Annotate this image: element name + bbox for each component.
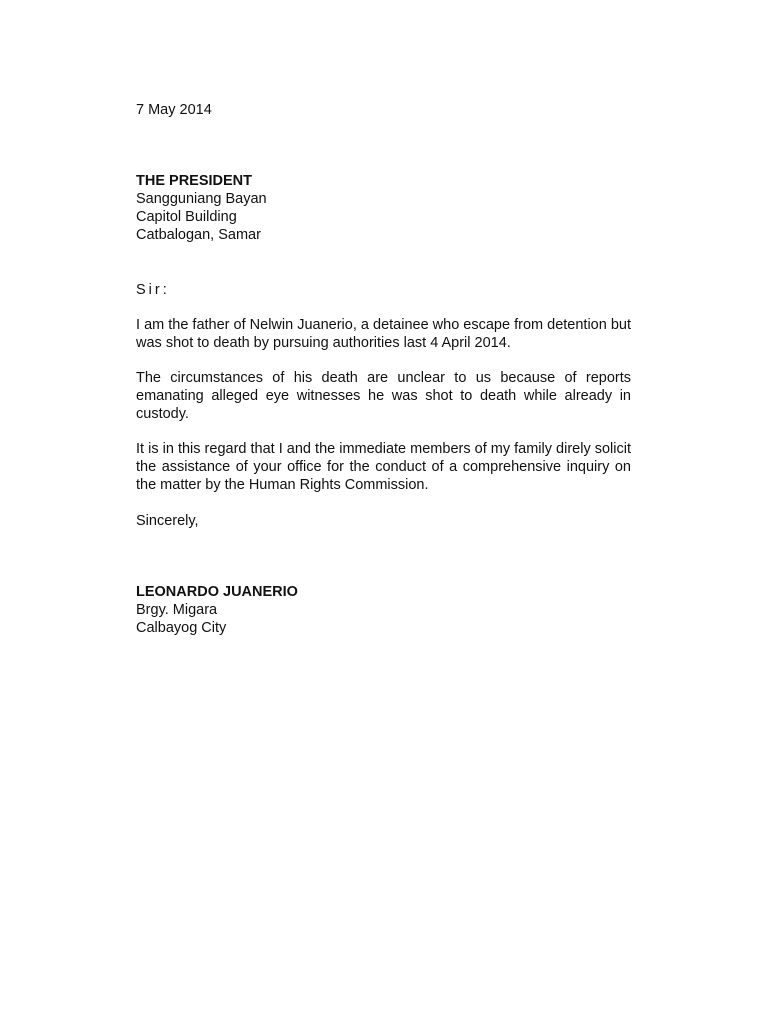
body-paragraph-text: The circumstances of his death are unclear to us because of reports emanating alleged eye witnesses he was shot to death while already in custody.	[136, 370, 631, 422]
body-paragraph-3	[136, 440, 631, 494]
body-paragraph-2	[136, 369, 631, 423]
recipient-address-line: Capitol Building	[136, 209, 237, 225]
salutation-block	[136, 281, 631, 299]
sender-block	[136, 583, 631, 637]
salutation: Sir:	[136, 282, 170, 298]
closing-block	[136, 512, 631, 530]
recipient-address-line: Catbalogan, Samar	[136, 227, 261, 243]
letter-date: 7 May 2014	[136, 102, 212, 118]
sender-address-line: Brgy. Migara	[136, 602, 218, 618]
sender-name: LEONARDO JUANERIO	[136, 584, 298, 600]
sender-address-line: Calbayog City	[136, 620, 227, 636]
closing: Sincerely,	[136, 513, 199, 529]
recipient-block	[136, 172, 631, 244]
recipient-address-line: Sangguniang Bayan	[136, 191, 267, 207]
letter-date-block	[136, 101, 631, 119]
recipient-title: THE PRESIDENT	[136, 173, 253, 189]
body-paragraph-1	[136, 316, 631, 352]
body-paragraph-text: I am the father of Nelwin Juanerio, a detainee who escape from detention but was shot to death by pursuing authorities last 4 April 2014.	[136, 317, 631, 351]
body-paragraph-text: It is in this regard that I and the immediate members of my family direly solicit the assistance of your office for the conduct of a comprehensive inquiry on the matter by the Human Rights Commission.	[136, 441, 631, 493]
